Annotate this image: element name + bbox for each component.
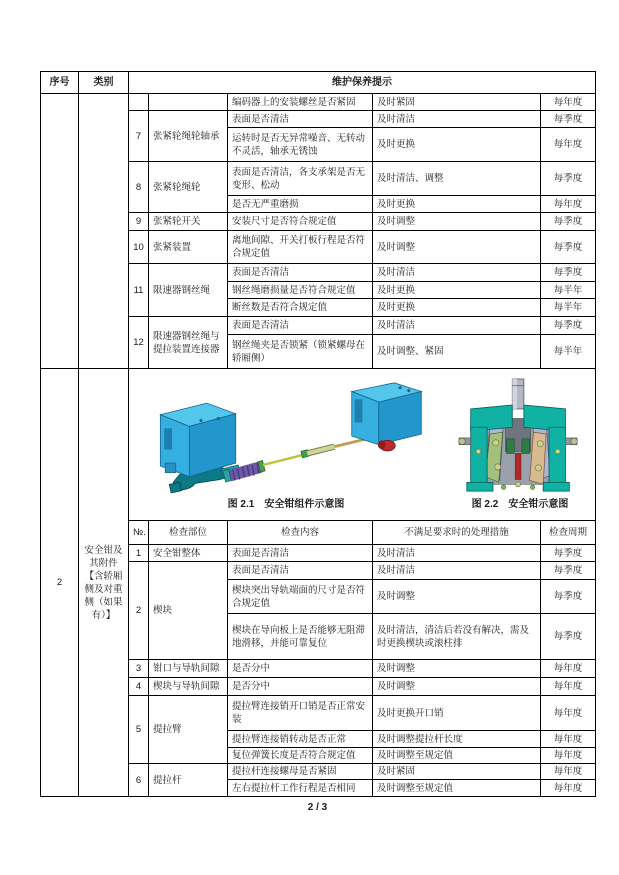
cell-period: 每年度: [541, 764, 596, 780]
cell-content: 表面是否清洁: [228, 264, 373, 282]
section2-serial: 2: [41, 369, 79, 797]
cell-action: 及时更换: [373, 299, 541, 317]
cell-content: 断丝数是否符合规定值: [228, 299, 373, 317]
cell-period: 每半年: [541, 282, 596, 299]
header-maintenance: 维护保养提示: [129, 72, 596, 94]
table-header-row: [41, 72, 596, 94]
cell-no: 4: [129, 678, 149, 696]
cell-content: 表面是否清洁: [228, 317, 373, 335]
cell-content: 表面是否清洁: [228, 562, 373, 580]
cell-part: 楔块与导轨间隙: [149, 678, 228, 696]
cell-action: 及时紧固: [373, 94, 541, 111]
cell-content: 楔块突出导轨端面的尺寸是否符合规定值: [228, 580, 373, 614]
cell-period: 每季度: [541, 562, 596, 580]
cell-period: 每季度: [541, 162, 596, 196]
cell-part: 提拉臂: [149, 696, 228, 764]
cell-action: 及时更换: [373, 128, 541, 162]
cell-period: 每年度: [541, 660, 596, 678]
cell-action: 及时调整至规定值: [373, 748, 541, 764]
cell-content: 是否分中: [228, 678, 373, 696]
cell-action: 及时调整: [373, 678, 541, 696]
subheader-period: 检查周期: [541, 521, 596, 545]
subheader-action: 不满足要求时的处理措施: [373, 521, 541, 545]
cell-part: 张紧装置: [149, 231, 228, 264]
cell-part: 安全钳整体: [149, 545, 228, 562]
subheader-content: 检查内容: [228, 521, 373, 545]
cell-content: 表面是否清洁: [228, 545, 373, 562]
cell-action: 及时清洁: [373, 111, 541, 128]
cell-action: 及时调整至规定值: [373, 780, 541, 797]
cell-action: 及时清洁，清洁后若没有解决，需及时更换楔块或滚柱排: [373, 614, 541, 660]
cell-part: 楔块: [149, 562, 228, 660]
cell-content: 是否分中: [228, 660, 373, 678]
cell-action: 及时清洁、调整: [373, 162, 541, 196]
subheader-no: №.: [129, 521, 149, 545]
cell-part: 钳口与导轨间隙: [149, 660, 228, 678]
cell-part: 限速器钢丝绳: [149, 264, 228, 317]
cell-content: 提拉臂连接销开口销是否正常安装: [228, 696, 373, 731]
cell-content: 编码器上的安装螺丝是否紧固: [228, 94, 373, 111]
cell-content: 是否无严重磨损: [228, 196, 373, 213]
cell-action: 及时更换: [373, 196, 541, 213]
cell-no: [129, 94, 149, 111]
cell-no: 11: [129, 264, 149, 317]
figure-row: [41, 369, 596, 521]
cell-action: 及时调整、紧固: [373, 335, 541, 369]
cell-content: 安装尺寸是否符合规定值: [228, 213, 373, 231]
cell-part: 限速器钢丝绳与提拉装置连接器: [149, 317, 228, 369]
cell-action: 及时调整: [373, 660, 541, 678]
cell-action: 及时清洁: [373, 317, 541, 335]
cell-period: 每季度: [541, 231, 596, 264]
section1-category: [79, 94, 129, 369]
cell-action: 及时调整: [373, 213, 541, 231]
cell-part: 张紧轮绳轮: [149, 162, 228, 213]
cell-period: 每年度: [541, 696, 596, 731]
cell-no: 6: [129, 764, 149, 797]
cell-content: 钢丝绳夹是否锁紧（锁紧螺母在轿厢侧）: [228, 335, 373, 369]
cell-action: 及时更换: [373, 282, 541, 299]
cell-action: 及时调整: [373, 580, 541, 614]
cell-content: 左右提拉杆工作行程是否相同: [228, 780, 373, 797]
cell-period: 每年度: [541, 780, 596, 797]
cell-action: 及时调整提拉杆长度: [373, 731, 541, 748]
cell-content: 复位弹簧长度是否符合规定值: [228, 748, 373, 764]
cell-no: 9: [129, 213, 149, 231]
cell-part: [149, 94, 228, 111]
figure-2-1: [141, 378, 431, 511]
figures-cell: [129, 369, 596, 521]
figure-2-2-caption: 图 2.2 安全钳示意图: [471, 499, 569, 510]
section1-serial: [41, 94, 79, 369]
cell-action: 及时清洁: [373, 545, 541, 562]
cell-content: 钢丝绳磨损量是否符合规定值: [228, 282, 373, 299]
cell-action: 及时更换开口销: [373, 696, 541, 731]
cell-no: 12: [129, 317, 149, 369]
cell-part: 张紧轮开关: [149, 213, 228, 231]
cell-period: 每年度: [541, 748, 596, 764]
cell-no: 5: [129, 696, 149, 764]
safety-gear-assembly-image: [141, 378, 431, 494]
cell-period: 每半年: [541, 335, 596, 369]
cell-period: 每年度: [541, 94, 596, 111]
cell-period: 每半年: [541, 299, 596, 317]
cell-period: 每季度: [541, 264, 596, 282]
cell-action: 及时紧固: [373, 764, 541, 780]
cell-period: 每年度: [541, 678, 596, 696]
cell-action: 及时清洁: [373, 562, 541, 580]
cell-content: 表面是否清洁: [228, 111, 373, 128]
cell-period: 每季度: [541, 317, 596, 335]
cell-content: 提拉臂连接销转动是否正常: [228, 731, 373, 748]
header-serial: 序号: [41, 72, 79, 94]
cell-part: 提拉杆: [149, 764, 228, 797]
cell-period: 每季度: [541, 580, 596, 614]
maintenance-table: [40, 71, 596, 797]
cell-period: 每季度: [541, 614, 596, 660]
cell-no: 7: [129, 111, 149, 162]
subheader-part: 检查部位: [149, 521, 228, 545]
cell-period: 每季度: [541, 545, 596, 562]
cell-content: 提拉杆连接螺母是否紧固: [228, 764, 373, 780]
figure-2-1-caption: 图 2.1 安全钳组件示意图: [227, 499, 345, 510]
cell-action: 及时调整: [373, 231, 541, 264]
section2-category: 安全钳及其附件【含轿厢侧及对重侧（如果有）】: [79, 369, 129, 797]
cell-action: 及时清洁: [373, 264, 541, 282]
figure-2-2: [457, 378, 583, 511]
cell-period: 每年度: [541, 196, 596, 213]
header-category: 类别: [79, 72, 129, 94]
cell-content: 表面是否清洁，各支承架是否无变形、松动: [228, 162, 373, 196]
cell-no: 8: [129, 162, 149, 213]
cell-part: 张紧轮绳轮轴承: [149, 111, 228, 162]
cell-period: 每季度: [541, 111, 596, 128]
cell-no: 3: [129, 660, 149, 678]
cell-period: 每年度: [541, 128, 596, 162]
cell-period: 每季度: [541, 213, 596, 231]
safety-gear-image: [457, 378, 583, 494]
page-number: 2 / 3: [307, 802, 328, 813]
cell-no: 10: [129, 231, 149, 264]
cell-content: 离地间隙、开关打板行程是否符合规定值: [228, 231, 373, 264]
cell-content: 楔块在导向板上是否能够无阻滞地滑移，并能可靠复位: [228, 614, 373, 660]
cell-period: 每年度: [541, 731, 596, 748]
cell-content: 运转时是否无异常噪音、无转动不灵活，轴承无锈蚀: [228, 128, 373, 162]
cell-no: 1: [129, 545, 149, 562]
cell-no: 2: [129, 562, 149, 660]
table-row: [41, 94, 596, 111]
